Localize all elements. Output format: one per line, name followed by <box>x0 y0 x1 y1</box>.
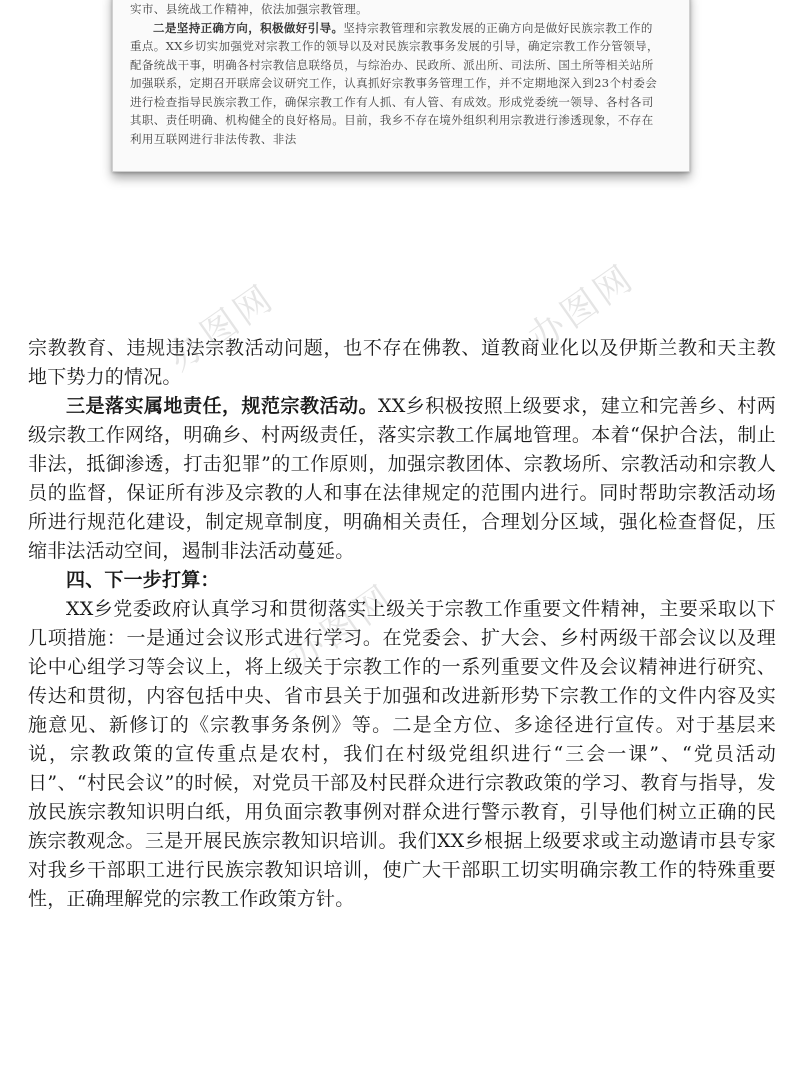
preview-line-1: 实市、县统战工作精神，依法加强宗教管理。 <box>130 2 368 16</box>
document-body <box>28 334 776 914</box>
watermark: 办图网 <box>520 256 643 360</box>
preview-paragraph-2-lead: 二是坚持正确方向，积极做好引导。 <box>153 20 344 35</box>
watermark: 办图网 <box>160 276 283 380</box>
preview-paragraph-2-text: 坚持宗教管理和宗教发展的正确方向是做好民族宗教工作的重点。XX乡切实加强党对宗教工作的领导以及对民族宗教事务发展的引导，确定宗教工作分管领导，配备统战干事，明确各村宗教信息联络员，与综治办、民政所、派出所、司法所、国土所等相关站所加强联系，定期召开联席会议研究工作，认真抓好宗教事务管理工作，并不定期地深入到23个村委会进行检查指导民族宗教工作，确保宗教工作有人抓、有人管、有成效。形成党委统一领导、各村各司其职、责任明确、机构健全的良好格局。目前，我乡不存在境外组织利用宗教进行渗透现象，不存在利用互联网进行非法传教、非法 <box>130 20 659 146</box>
body-paragraph-1: 宗教教育、违规违法宗教活动问题，也不存在佛教、道教商业化以及伊斯兰教和天主教地下势力的情况。 <box>28 337 776 388</box>
preview-paragraph-2 <box>130 19 660 149</box>
document-preview-text <box>130 0 660 148</box>
body-paragraph-2-lead: 三是落实属地责任，规范宗教活动。 <box>66 395 379 417</box>
body-paragraph-2-text: XX乡积极按照上级要求，建立和完善乡、村两级宗教工作网络，明确乡、村两级责任，落实宗教工作属地管理。本着“保护合法，制止非法，抵御渗透，打击犯罪”的工作原则，加强宗教团体、宗教场所、宗教活动和宗教人员的监督，保证所有涉及宗教的人和事在法律规定的范围内进行。同时帮助宗教活动场所进行规范化建设，制定规章制度，明确相关责任，合理划分区域，强化检查督促，压缩非法活动空间，遏制非法活动蔓延。 <box>28 395 776 562</box>
body-paragraph-3: XX乡党委政府认真学习和贯彻落实上级关于宗教工作重要文件精神，主要采取以下几项措施：一是通过会议形式进行学习。在党委会、扩大会、乡村两级干部会议以及理论中心组学习等会议上，将上级关于宗教工作的一系列重要文件及会议精神进行研究、传达和贯彻，内容包括中央、省市县关于加强和改进新形势下宗教工作的文件内容及实施意见、新修订的《宗教事务条例》等。二是全方位、多途径进行宣传。对于基层来说，宗教政策的宣传重点是农村，我们在村级党组织进行“三会一课”、“党员活动日”、“村民会议”的时候，对党员干部及村民群众进行宗教政策的学习、教育与指导，发放民族宗教知识明白纸，用负面宗教事例对群众进行警示教育，引导他们树立正确的民族宗教观念。三是开展民族宗教知识培训。我们XX乡根据上级要求或主动邀请市县专家对我乡干部职工进行民族宗教知识培训，使广大干部职工切实明确宗教工作的特殊重要性，正确理解党的宗教工作政策方针。 <box>28 598 776 910</box>
section-heading-4: 四、下一步打算： <box>66 569 220 591</box>
body-paragraph-2 <box>28 392 776 566</box>
watermark: 办图网 <box>280 576 403 680</box>
